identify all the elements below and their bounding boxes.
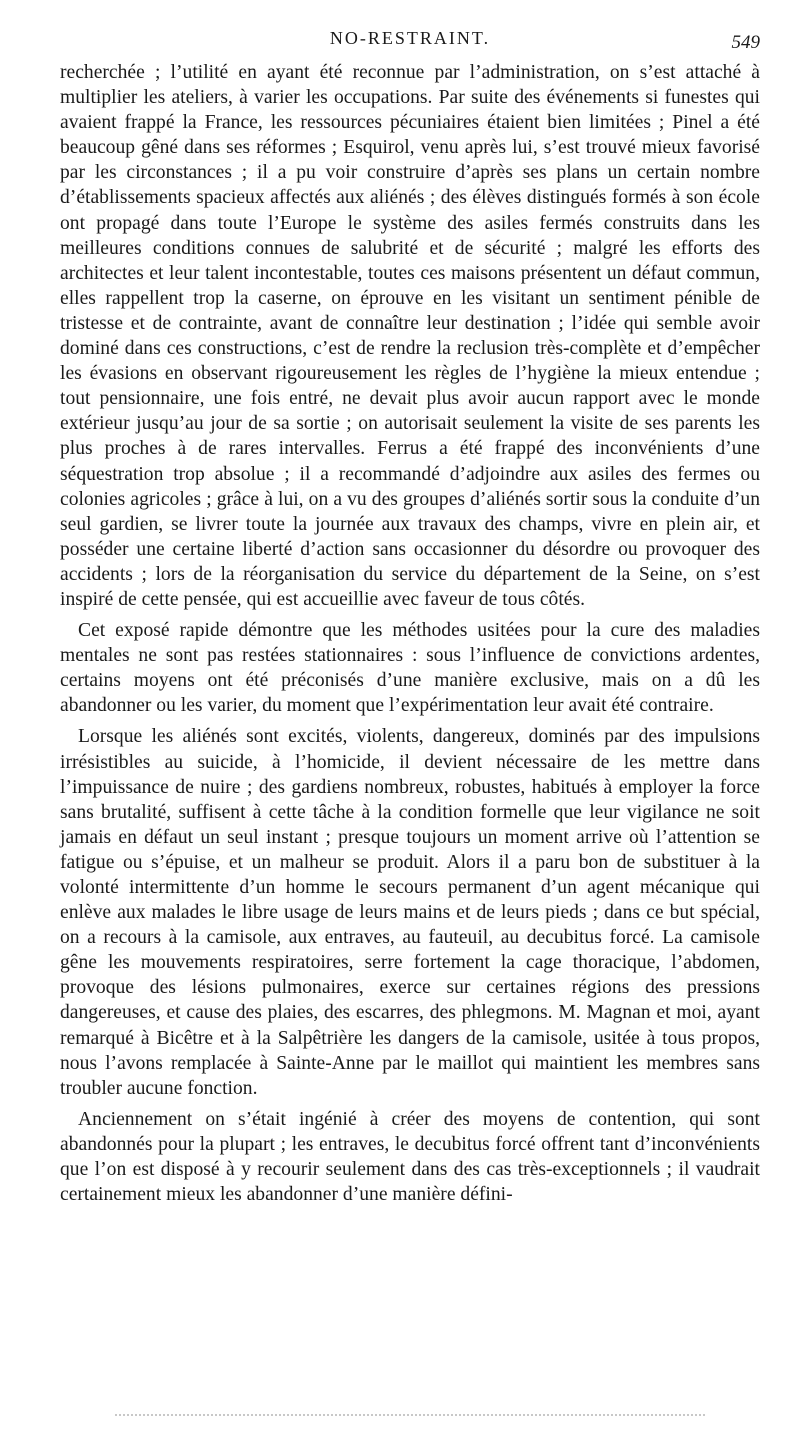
paragraph: Anciennement on s’était ingénié à créer des moyens de contention, qui sont abandonnés pour la plupart ; les entraves, le decubitus forcé offrent tant d’inconvénients que l’on est disposé à y recourir seulement dans des cas très-exceptionnels ; il vaudrait certainement mieux les abandonner d’une manière défini- [60,1108,760,1206]
running-title: NO-RESTRAINT. [329,28,491,48]
paragraph: Cet exposé rapide démontre que les méthodes usitées pour la cure des maladies mentales ne sont pas restées stationnaires : sous l’influence de convictions ardentes, certains moyens ont été préconisés d’une manière exclusive, mais on a dû les abandonner ou les varier, du moment que l’expérimentation leur avait été contraire. [60,620,760,717]
body-text [60,60,760,1213]
page-number: 549 [731,32,760,53]
paragraph: Lorsque les aliénés sont excités, violents, dangereux, dominés par des impulsions irrésistibles au suicide, à l’homicide, il devient nécessaire de les mettre dans l’impuissance de nuire ; des gardiens nombreux, robustes, habitués à employer la force sans brutalité, suffisent à cette tâche à la condition formelle que leur vigilance ne soit jamais en défaut un seul instant ; presque toujours un moment arrive où l’attention se fatigue ou s’épuise, et un malheur se produit. Alors il a paru bon de substituer à la volonté intermittente d’un homme le secours permanent d’un agent mécanique qui enlève aux malades le libre usage de leurs mains et de leurs pieds ; dans ce but spécial, on a recours à la camisole, aux entraves, au fauteuil, au decubitus forcé. La camisole gêne les mouvements respiratoires, serre fortement la cage thoracique, l’abdomen, provoque des lésions pulmonaires, exerce sur certaines régions des pressions dangereuses, et cause des plaies, des escarres, des phlegmons. M. Magnan et moi, ayant remarqué à Bicêtre et à la Salpêtrière les dangers de la camisole, usitée à tous propos, nous l’avons remplacée à Sainte-Anne par le maillot qui maintient les membres sans troubler aucune fonction. [60,726,760,1099]
bottom-bleedthrough-rule [115,1414,705,1416]
running-head [60,28,760,54]
paragraph-continued: recherchée ; l’utilité en ayant été reconnue par l’administration, on s’est attaché à multiplier les ateliers, à varier les occupations. Par suite des événements si funestes qui avaient frappé la France, les ressources pécuniaires étaient bien limitées ; Pinel a été beaucoup gêné dans ses réformes ; Esquirol, venu après lui, s’est trouvé mieux favorisé par les circonstances ; il a pu voir construire d’après ses plans un certain nombre d’établissements spacieux affectés aux aliénés ; des élèves distingués formés à son école ont propagé dans toute l’Europe le système des asiles fermés construits dans les meilleures conditions connues de salubrité et de sécurité ; malgré les efforts des architectes et leur talent incontestable, toutes ces maisons présentent un défaut commun, elles rappellent trop la caserne, on éprouve en les visitant un sentiment pénible de tristesse et de contrainte, avant de connaître leur destination ; l’idée qui semble avoir dominé dans ces constructions, c’est de rendre la reclusion très-complète et d’empêcher les évasions en observant rigoureusement les règles de l’hygiène la mieux entendue ; tout pensionnaire, une fois entré, ne devait plus avoir aucun rapport avec le monde extérieur jusqu’au jour de sa sortie ; on autorisait seulement la visite de ses parents les plus proches à de rares intervalles. Ferrus a été frappé des inconvénients d’une séquestration trop absolue ; il a recommandé d’adjoindre aux asiles des fermes ou colonies agricoles ; grâce à lui, on a vu des groupes d’aliénés sortir sous la conduite d’un seul gardien, se livrer toute la journée aux travaux des champs, vivre en plein air, et posséder une certaine liberté d’action sans occasionner du désordre ou provoquer des accidents ; lors de la réorganisation du service du département de la Seine, on s’est inspiré de cette pensée, qui est accueillie avec faveur de tous côtés. [60,62,760,610]
